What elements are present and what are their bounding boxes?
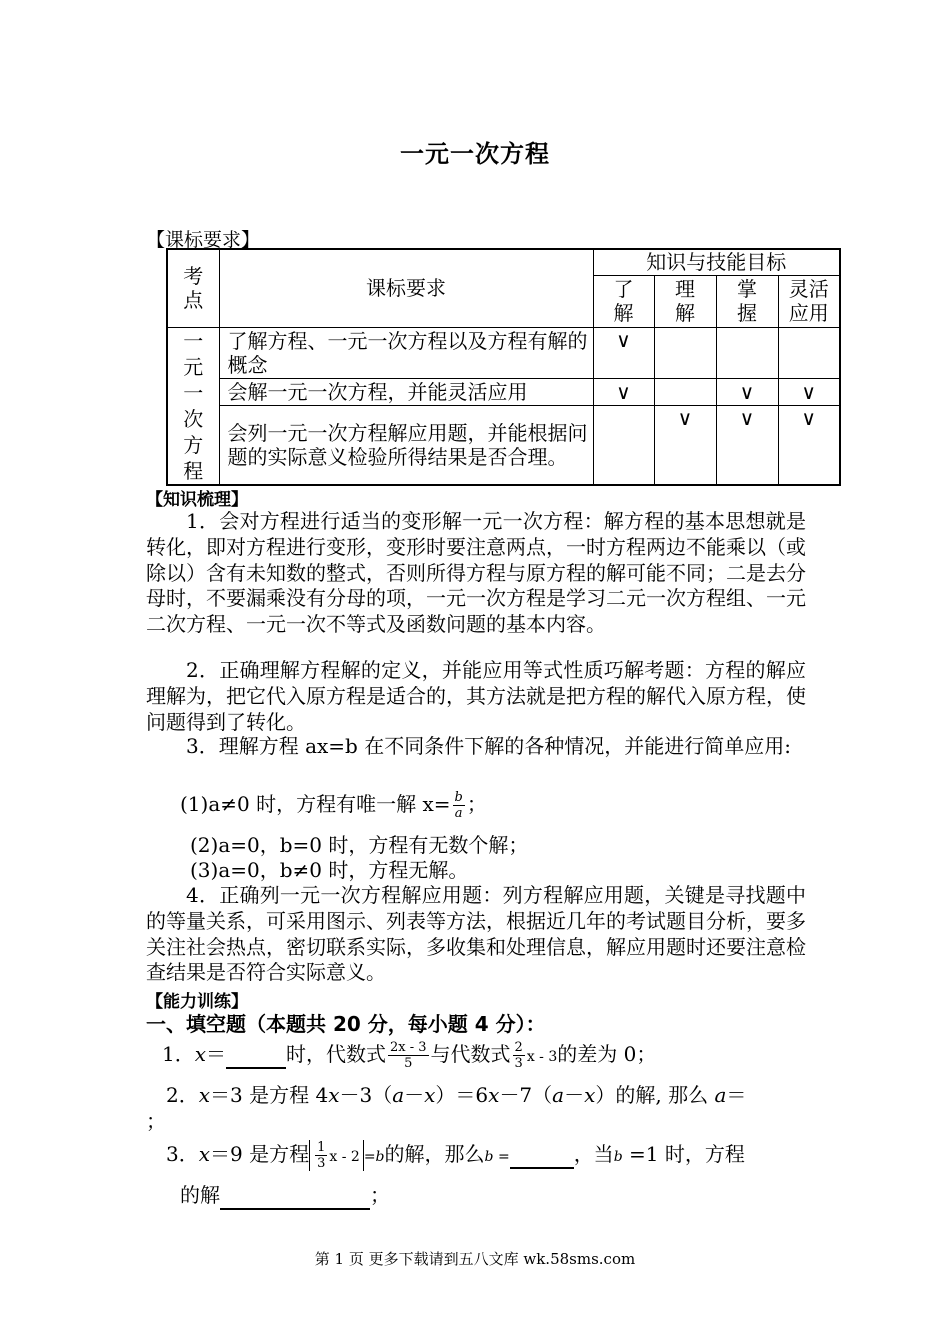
q3-var-b: b [484, 1149, 494, 1165]
table-mark: ∨ [778, 379, 840, 406]
header-kaodian: 考点 [167, 249, 219, 327]
table-mark: ∨ [593, 379, 654, 406]
table-mark [654, 327, 716, 379]
q3-expr: x - 2 [329, 1149, 360, 1165]
header-level-apply: 灵活应用 [778, 275, 840, 327]
q3-text: 的解 [180, 1183, 220, 1207]
q1-fraction-2 [513, 1040, 525, 1071]
requirements-table [166, 248, 841, 486]
q3-fraction [315, 1140, 327, 1171]
q1-text: 时，代数式 [286, 1042, 387, 1066]
q3-text: =1 时，方程 [622, 1142, 745, 1166]
case-2: (2)a=0，b=0 时，方程有无数个解； [190, 833, 529, 857]
table-mark [654, 379, 716, 406]
case-1-end: ； [466, 792, 487, 816]
fraction-b-over-a [453, 790, 465, 821]
knowledge-point-1: 1．会对方程进行适当的变形解一元一次方程：解方程的基本思想就是转化，即对方程进行变形，变形时要注意两点，一时方程两边不能乘以（或除以）含有未知数的整式，否则所得方程与原方程的解可能不同；二是去分母时，不要漏乘没有分母的项，一元一次方程是学习二元一次方程组、一元二次方程、一元一次不等式及函数问题的基本内容。 [146, 509, 806, 637]
table-mark: ∨ [593, 327, 654, 379]
q3-answer-blank-2[interactable] [220, 1182, 370, 1210]
q3-answer-blank-1[interactable] [510, 1141, 574, 1169]
table-mark: ∨ [716, 379, 778, 406]
table-row-text: 了解方程、一元一次方程以及方程有解的概念 [219, 327, 593, 379]
q2-text: － [404, 1083, 425, 1107]
table-mark: ∨ [778, 406, 840, 485]
section-heading-requirements: 【课标要求】 [146, 229, 261, 251]
table-mark: ∨ [654, 406, 716, 485]
question-2 [166, 1082, 746, 1108]
numerator: 2x - 3 [390, 1040, 427, 1055]
q3-eq: = [493, 1149, 510, 1165]
case-1 [180, 790, 487, 821]
denominator: 3 [514, 1056, 523, 1071]
header-goal: 知识与技能目标 [593, 249, 840, 275]
numerator: b [454, 790, 463, 805]
q2-var: x [328, 1083, 340, 1107]
numerator: 1 [317, 1140, 326, 1155]
q2-number: 2． [166, 1083, 199, 1107]
section-heading-training: 【能力训练】 [146, 992, 248, 1012]
q3-expr-rhs: =b [363, 1149, 385, 1165]
header-level-master: 掌握 [716, 275, 778, 327]
table-row-text: 会列一元一次方程解应用题，并能根据问题的实际意义检验所得结果是否合理。 [219, 406, 593, 485]
question-1 [162, 1040, 656, 1071]
q2-var: x [198, 1083, 211, 1107]
header-level-comprehend: 理解 [654, 275, 716, 327]
denominator: a [454, 806, 463, 821]
q2-answer-end[interactable]: ； [146, 1109, 166, 1133]
numerator: 2 [514, 1040, 523, 1055]
q2-var: x [488, 1083, 500, 1107]
q2-text: －7（ [499, 1083, 553, 1107]
q2-text: ＝ [726, 1083, 747, 1107]
q2-var: x [584, 1083, 596, 1107]
header-level-understand: 了解 [593, 275, 654, 327]
knowledge-point-4: 4．正确列一元一次方程解应用题：列方程解应用题，关键是寻找题中的等量关系，可采用图示、列表等方法，根据近几年的考试题目分析，要多关注社会热点，密切联系实际，多收集和处理信息，解应用题时还要注意检查结果是否符合实际意义。 [146, 883, 806, 985]
q3-absolute-value [309, 1140, 364, 1171]
q1-answer-blank[interactable] [226, 1041, 286, 1069]
q2-text: －3（ [339, 1083, 393, 1107]
question-3-line-2 [180, 1182, 390, 1210]
q2-var-a: a [392, 1083, 405, 1107]
knowledge-point-3: 3．理解方程 ax=b 在不同条件下解的各种情况，并能进行简单应用: [186, 734, 791, 758]
q3-var-b: b [613, 1149, 623, 1165]
table-mark [593, 406, 654, 485]
q3-number: 3． [166, 1142, 199, 1166]
q1-eq: ＝ [206, 1042, 227, 1066]
q3-text: ，当 [573, 1142, 614, 1166]
table-mark [716, 327, 778, 379]
case-1-text: (1)a≠0 时，方程有唯一解 x= [180, 792, 451, 816]
q2-text: － [564, 1083, 585, 1107]
section-heading-knowledge: 【知识梳理】 [146, 490, 248, 510]
topic-cell: 一元一次方程 [167, 327, 219, 485]
page-footer: 第 1 页 更多下载请到五八文库 wk.58sms.com [314, 1250, 636, 1268]
q1-text-2: 与代数式 [430, 1042, 511, 1066]
q1-end: 的差为 0； [557, 1042, 657, 1066]
q1-var: x [194, 1042, 207, 1066]
q2-var-a: a [714, 1083, 727, 1107]
q2-var: x [424, 1083, 436, 1107]
denominator: 3 [317, 1156, 326, 1171]
knowledge-point-2: 2．正确理解方程解的定义，并能应用等式性质巧解考题：方程的解应理解为，把它代入原方程是适合的，其方法就是把方程的解代入原方程，使问题得到了转化。 [146, 658, 806, 734]
q2-text: ）的解, 那么 [595, 1083, 709, 1107]
q2-var-a: a [552, 1083, 565, 1107]
q1-fraction-1 [388, 1040, 429, 1071]
q2-text: ）＝6 [435, 1083, 489, 1107]
table-row-text: 会解一元一次方程，并能灵活应用 [219, 379, 593, 406]
case-3: (3)a=0，b≠0 时，方程无解。 [190, 858, 469, 882]
q3-var: x [198, 1142, 211, 1166]
part-1-heading: 一、填空题（本题共 20 分，每小题 4 分）： [146, 1012, 546, 1036]
q3-text: ＝9 是方程 [210, 1142, 310, 1166]
table-mark [778, 327, 840, 379]
q3-text: 的解，那么 [384, 1142, 485, 1166]
header-requirement: 课标要求 [219, 249, 593, 327]
q1-expr: x - 3 [526, 1049, 558, 1065]
denominator: 5 [404, 1056, 413, 1071]
page-title: 一元一次方程 [400, 139, 550, 168]
q3-end: ； [370, 1183, 390, 1207]
question-3 [166, 1140, 745, 1171]
q1-number: 1． [162, 1042, 195, 1066]
table-mark: ∨ [716, 406, 778, 485]
q2-text: ＝3 是方程 4 [210, 1083, 329, 1107]
